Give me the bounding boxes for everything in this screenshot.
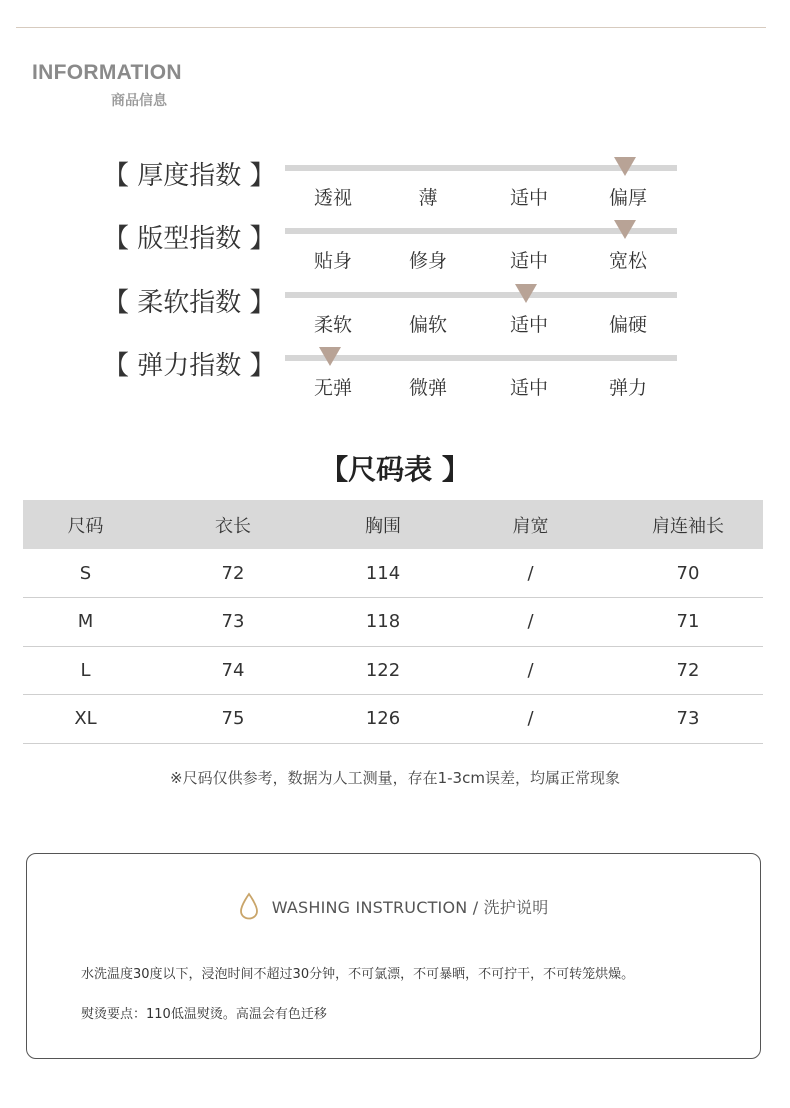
table-header-row (23, 500, 763, 549)
table-cell: 74 (148, 646, 318, 695)
index-option: 柔软 (313, 314, 352, 336)
size-table (23, 500, 763, 744)
index-bar (285, 355, 677, 361)
table-cell: 126 (318, 695, 448, 744)
index-bar (285, 292, 677, 298)
table-cell: / (448, 646, 613, 695)
index-row-softness (0, 288, 790, 352)
index-option: 微弹 (408, 377, 447, 399)
table-cell: / (448, 549, 613, 598)
index-option: 适中 (509, 314, 548, 336)
washing-header (27, 892, 760, 920)
index-option: 宽松 (608, 250, 647, 272)
index-option: 适中 (509, 250, 548, 272)
index-option: 偏厚 (608, 187, 647, 209)
table-cell: 114 (318, 549, 448, 598)
washing-title: WASHING INSTRUCTION / 洗护说明 (271, 897, 549, 917)
index-option: 修身 (408, 250, 447, 272)
table-cell: 70 (613, 549, 763, 598)
index-option: 薄 (418, 187, 438, 209)
index-option: 适中 (509, 377, 548, 399)
index-marker-icon (515, 284, 537, 303)
index-row-fit (0, 224, 790, 288)
water-drop-icon (239, 892, 259, 920)
table-cell: 72 (148, 549, 318, 598)
table-row (23, 695, 763, 744)
index-marker-icon (614, 157, 636, 176)
section-title: INFORMATION (32, 61, 182, 84)
index-row-thickness (0, 161, 790, 225)
index-option: 弹力 (608, 377, 647, 399)
index-label: 【 厚度指数 】 (103, 161, 276, 191)
washing-line: 熨烫要点：110低温熨烫。高温会有色迁移 (81, 1007, 327, 1022)
size-note: ※尺码仅供参考，数据为人工测量，存在1-3cm误差，均属正常现象 (170, 769, 620, 787)
washing-line: 水洗温度30度以下，浸泡时间不超过30分钟，不可氯漂，不可暴晒，不可拧干，不可转笼烘燥。 (81, 967, 635, 982)
table-row (23, 549, 763, 598)
washing-instruction-box (26, 853, 761, 1059)
table-cell: 118 (318, 598, 448, 647)
table-cell: S (23, 549, 148, 598)
table-header-cell: 胸围 (318, 500, 448, 549)
index-option: 偏软 (408, 314, 447, 336)
table-cell: 122 (318, 646, 448, 695)
size-chart-title: 【尺码表 】 (320, 453, 470, 486)
table-cell: / (448, 598, 613, 647)
table-header-cell: 尺码 (23, 500, 148, 549)
table-cell: 71 (613, 598, 763, 647)
table-header-cell: 衣长 (148, 500, 318, 549)
table-cell: 75 (148, 695, 318, 744)
index-label: 【 版型指数 】 (103, 224, 276, 254)
index-option: 透视 (313, 187, 352, 209)
index-row-elasticity (0, 351, 790, 415)
section-subtitle: 商品信息 (111, 93, 167, 109)
index-marker-icon (614, 220, 636, 239)
table-cell: XL (23, 695, 148, 744)
top-divider (16, 27, 766, 28)
table-cell: 73 (148, 598, 318, 647)
index-label: 【 柔软指数 】 (103, 288, 276, 318)
table-cell: 72 (613, 646, 763, 695)
table-header-cell: 肩宽 (448, 500, 613, 549)
index-option: 偏硬 (608, 314, 647, 336)
index-option: 无弹 (313, 377, 352, 399)
table-header-cell: 肩连袖长 (613, 500, 763, 549)
index-label: 【 弹力指数 】 (103, 351, 276, 381)
table-row (23, 598, 763, 647)
index-option: 适中 (509, 187, 548, 209)
table-cell: 73 (613, 695, 763, 744)
index-marker-icon (319, 347, 341, 366)
table-cell: / (448, 695, 613, 744)
table-row (23, 646, 763, 695)
table-cell: L (23, 646, 148, 695)
table-cell: M (23, 598, 148, 647)
index-option: 贴身 (313, 250, 352, 272)
